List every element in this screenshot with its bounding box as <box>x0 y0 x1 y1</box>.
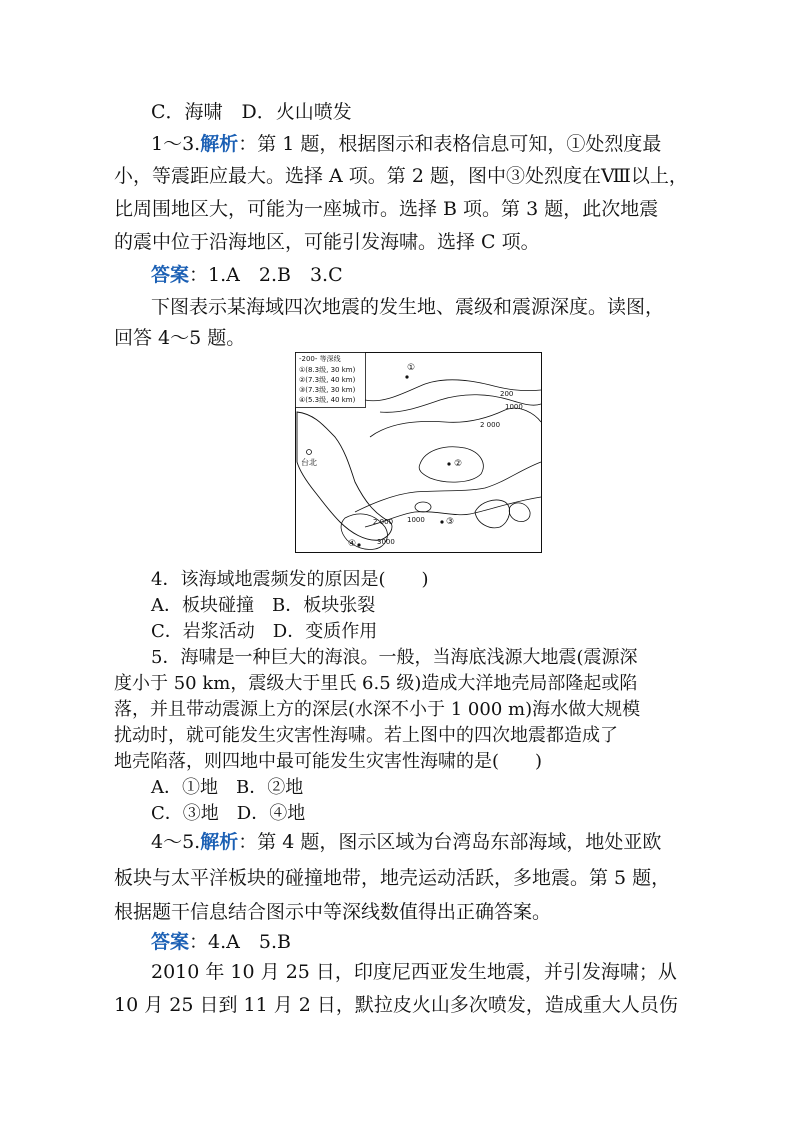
city-label: 台北 <box>301 458 317 467</box>
answer-text: ：1.A 2.B 3.C <box>189 264 343 286</box>
answer-line <box>151 263 343 287</box>
analysis-prefix: 4～5. <box>151 831 201 853</box>
legend-item: ②(7.3级, 40 km) <box>299 376 356 384</box>
intro-line: 回答 4～5 题。 <box>114 327 246 349</box>
contour-label: 2 000 <box>373 518 394 526</box>
analysis-line <box>151 132 661 156</box>
quake-label-4: ④ <box>348 539 357 549</box>
contour-label: 1000 <box>407 516 425 524</box>
question-5-line: 地壳陷落，则四地中最可能发生灾害性海啸的是( ) <box>114 751 543 772</box>
option-line-q4: C．岩浆活动 D．变质作用 <box>151 621 378 642</box>
analysis-line: 比周围地区大，可能为一座城市。选择 B 项。第 3 题，此次地震 <box>114 198 659 220</box>
intro-line: 下图表示某海域四次地震的发生地、震级和震源深度。读图， <box>151 296 665 318</box>
quake-point-4 <box>357 543 360 546</box>
analysis-prefix: 1～3. <box>151 133 201 155</box>
contour-label: 3000 <box>377 538 395 546</box>
analysis-line: 小，等震距应最大。选择 A 项。第 2 题，图中③处烈度在Ⅷ以上， <box>114 165 688 187</box>
quake-point-1 <box>405 375 408 378</box>
question-5-line: 落，并且带动震源上方的深层(水深不小于 1 000 m)海水做大规模 <box>114 699 641 720</box>
question-5: 5．海啸是一种巨大的海浪。一般，当海底浅源大地震(震源深 <box>151 647 638 668</box>
quake-point-3 <box>440 520 443 523</box>
legend-item: ③(7.3级, 30 km) <box>299 386 356 394</box>
legend-item: ④(5.3级, 40 km) <box>299 396 356 404</box>
question-5-line: 度小于 50 km，震级大于里氏 6.5 级)造成大洋地壳局部隆起或陷 <box>114 673 638 694</box>
legend-title: -200- 等深线 <box>299 355 341 363</box>
answer-label: 答案 <box>151 264 190 286</box>
analysis-text: ：第 4 题，图示区域为台湾岛东部海域，地处亚欧 <box>238 831 662 853</box>
contour-label: 1000 <box>505 403 523 411</box>
contour-label: 200 <box>500 390 514 398</box>
option-line-q4: A．板块碰撞 B．板块张裂 <box>151 595 376 616</box>
question-5-line: 扰动时，就可能发生灾害性海啸。若上图中的四次地震都造成了 <box>114 725 618 746</box>
contour-label: 2 000 <box>480 421 501 429</box>
answer-text: ：4.A 5.B <box>189 931 291 953</box>
quake-point-2 <box>447 462 450 465</box>
legend-item: ①(8.3级, 30 km) <box>299 366 356 374</box>
analysis-label: 解析 <box>200 133 239 155</box>
quake-label-3: ③ <box>446 517 455 527</box>
analysis-label: 解析 <box>200 831 239 853</box>
option-line-q5: C．③地 D．④地 <box>151 803 306 824</box>
analysis-line: 板块与太平洋板块的碰撞地带，地壳运动活跃，多地震。第 5 题， <box>114 867 671 889</box>
option-line-q5: A．①地 B．②地 <box>151 777 304 798</box>
answer-line <box>151 930 291 954</box>
earthquake-map <box>295 352 542 553</box>
analysis-line: 的震中位于沿海地区，可能引发海啸。选择 C 项。 <box>114 231 540 253</box>
analysis-text: ：第 1 题，根据图示和表格信息可知，①处烈度最 <box>238 133 662 155</box>
question-4: 4．该海域地震频发的原因是( ) <box>151 569 429 590</box>
passage-line: 10 月 25 日到 11 月 2 日，默拉皮火山多次喷发，造成重大人员伤 <box>114 994 678 1016</box>
quake-label-1: ① <box>407 363 416 373</box>
analysis-line <box>151 830 661 854</box>
option-line-q3: C．海啸 D．火山喷发 <box>151 101 352 123</box>
analysis-line: 根据题干信息结合图示中等深线数值得出正确答案。 <box>114 901 552 923</box>
passage-line: 2010 年 10 月 25 日，印度尼西亚发生地震，并引发海啸；从 <box>151 961 677 983</box>
answer-label: 答案 <box>151 931 190 953</box>
quake-label-2: ② <box>454 459 463 469</box>
